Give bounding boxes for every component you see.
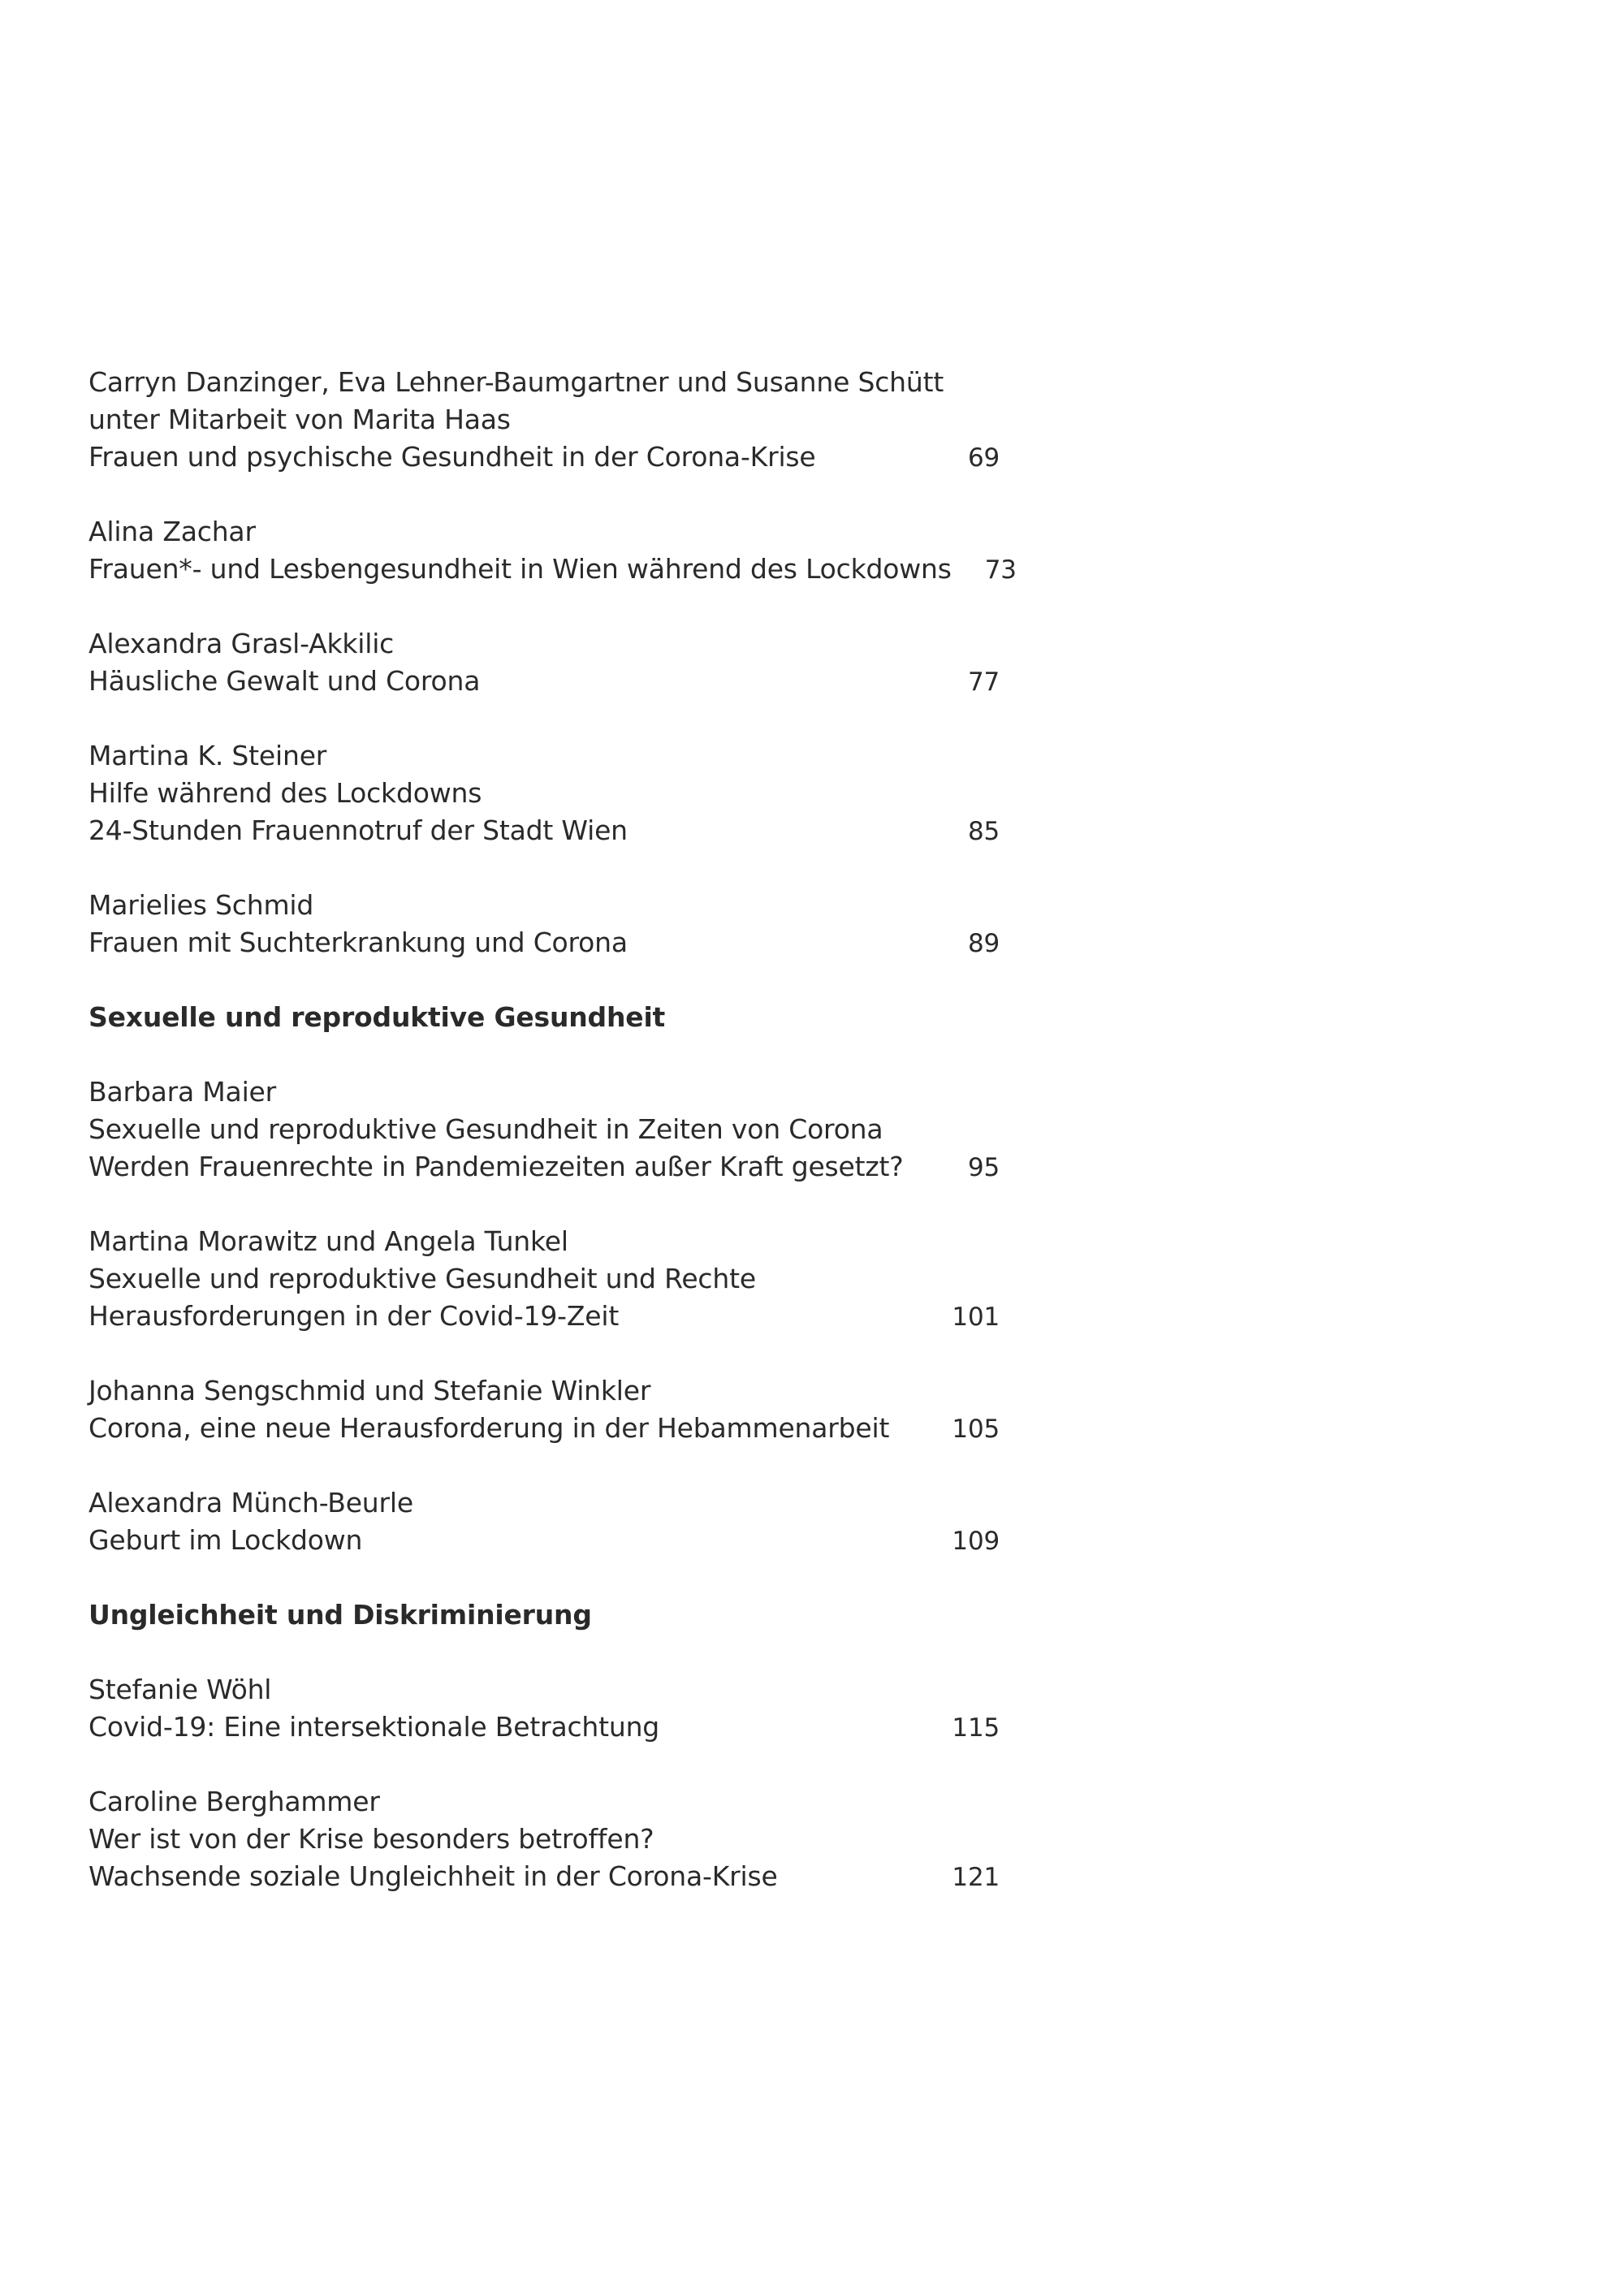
page-number: 115 (952, 1713, 1000, 1743)
toc-entry (89, 1671, 1000, 1746)
entry-title: Hilfe während des Lockdowns (89, 777, 482, 809)
section-heading: Ungleichheit und Diskriminierung (89, 1599, 592, 1631)
entry-title: Sexuelle und reproduktive Gesundheit in Zeiten von Corona (89, 1113, 883, 1145)
entry-title: 24-Stunden Frauennotruf der Stadt Wien (89, 814, 628, 846)
entry-last-line (89, 1522, 1000, 1559)
table-of-contents (89, 364, 1017, 1933)
page-number: 69 (967, 443, 1000, 473)
entry-title: Wer ist von der Krise besonders betroffen? (89, 1823, 654, 1855)
entry-last-line (89, 1148, 1000, 1186)
entry-author: Carryn Danzinger, Eva Lehner-Baumgartner und Susanne Schütt (89, 366, 944, 398)
entry-last-line (89, 1410, 1000, 1447)
entry-title: Geburt im Lockdown (89, 1524, 363, 1556)
entry-author: Alexandra Grasl-Akkilic (89, 628, 395, 659)
toc-entry (89, 1223, 1000, 1335)
page-number: 89 (967, 929, 1000, 958)
entry-last-line (89, 438, 1000, 476)
entry-last-line (89, 924, 1000, 961)
entry-author: Barbara Maier (89, 1076, 277, 1108)
page-number: 95 (967, 1153, 1000, 1182)
entry-author: Stefanie Wöhl (89, 1674, 272, 1705)
toc-entry (89, 737, 1000, 849)
page-number: 85 (967, 817, 1000, 846)
entry-title: Frauen und psychische Gesundheit in der Corona-Krise (89, 441, 816, 473)
page-number: 77 (967, 667, 1000, 697)
entry-title: Wachsende soziale Ungleichheit in der Corona-Krise (89, 1860, 778, 1892)
entry-last-line (89, 1858, 1000, 1895)
entry-title: Werden Frauenrechte in Pandemiezeiten außer Kraft gesetzt? (89, 1151, 904, 1182)
entry-title: Sexuelle und reproduktive Gesundheit und Rechte (89, 1263, 756, 1294)
entry-last-line (89, 663, 1000, 700)
toc-entry (89, 625, 1000, 700)
entry-author: Marielies Schmid (89, 889, 314, 921)
entry-title: Covid-19: Eine intersektionale Betrachtung (89, 1711, 660, 1743)
entry-last-line (89, 1298, 1000, 1335)
page-number: 101 (952, 1303, 1000, 1332)
entry-last-line (89, 812, 1000, 849)
entry-author: Alexandra Münch-Beurle (89, 1487, 413, 1519)
toc-entry (89, 1372, 1000, 1447)
entry-author: Martina K. Steiner (89, 740, 327, 771)
entry-title: Frauen*- und Lesbengesundheit in Wien während des Lockdowns (89, 553, 952, 585)
page-number: 109 (952, 1527, 1000, 1556)
entry-last-line (89, 1709, 1000, 1746)
toc-entry (89, 1783, 1000, 1895)
toc-entry (89, 1484, 1000, 1559)
toc-entry (89, 513, 1017, 588)
entry-title: Häusliche Gewalt und Corona (89, 665, 481, 697)
toc-entry (89, 887, 1000, 961)
toc-entry (89, 1074, 1000, 1186)
entry-title: Herausforderungen in der Covid-19-Zeit (89, 1300, 620, 1332)
entry-author: Martina Morawitz und Angela Tunkel (89, 1225, 568, 1257)
entry-last-line (89, 551, 1017, 588)
entry-author: unter Mitarbeit von Marita Haas (89, 404, 511, 435)
entry-title: Corona, eine neue Herausforderung in der Hebammenarbeit (89, 1412, 890, 1444)
toc-entry (89, 364, 1000, 476)
section-heading: Sexuelle und reproduktive Gesundheit (89, 1001, 666, 1033)
page-number: 105 (952, 1415, 1000, 1444)
entry-author: Johanna Sengschmid und Stefanie Winkler (89, 1375, 651, 1406)
entry-author: Alina Zachar (89, 516, 256, 547)
entry-title: Frauen mit Suchterkrankung und Corona (89, 927, 628, 958)
entry-author: Caroline Berghammer (89, 1786, 380, 1817)
page-number: 121 (952, 1863, 1000, 1892)
page-number: 73 (984, 555, 1017, 585)
